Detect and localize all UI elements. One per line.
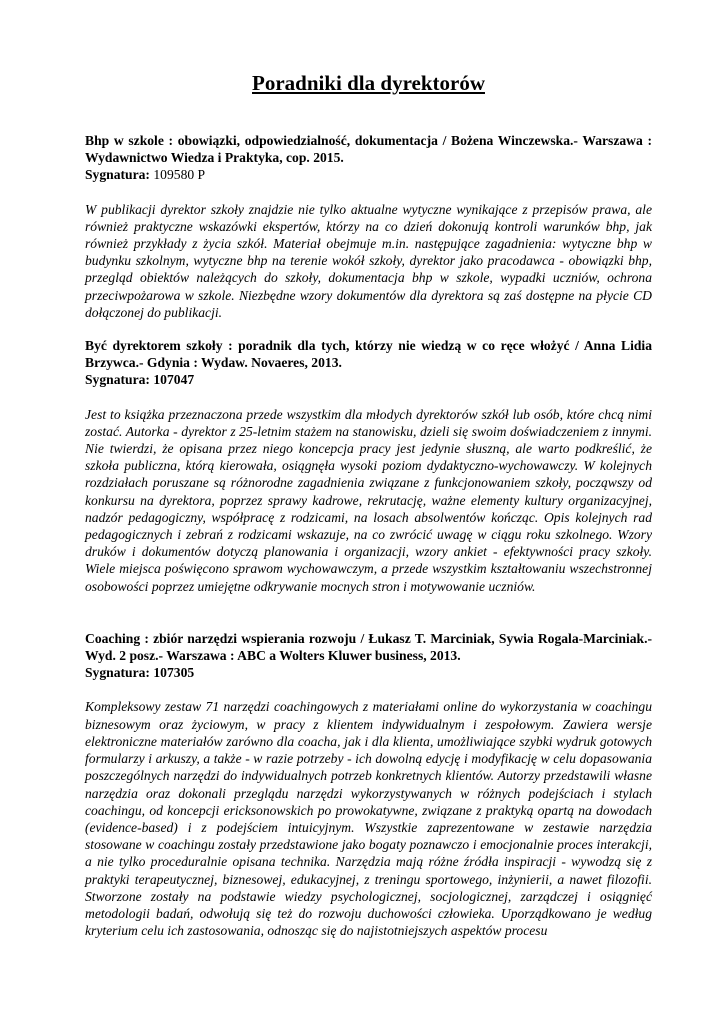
catalog-entry-2 (85, 337, 652, 595)
signature-line (85, 664, 652, 681)
page-title: Poradniki dla dyrektorów (252, 71, 485, 95)
signature-value: 107305 (153, 665, 195, 681)
signature-line (85, 371, 652, 388)
signature-value: 109580 P (153, 167, 206, 183)
signature-label: Sygnatura: (85, 665, 150, 681)
catalog-entry-3 (85, 630, 652, 939)
signature-label: Sygnatura: (85, 372, 150, 388)
catalog-entry-1 (85, 132, 652, 321)
entry-description: Kompleksowy zestaw 71 narzędzi coachingowych z materiałami online do wykorzystania w coachingu biznesowym oraz życiowym, w pracy z klientem indywidualnym i zespołowym. Zawiera wersje elektroniczne materiałów zarówno dla coacha, jak i dla klienta, umożliwiające szybki wydruk gotowych formularzy i arkuszy, a także - w razie potrzeby - ich dowolną edycję i modyfikację w celu dopasowania poszczególnych narzędzi do indywidualnych potrzeb konkretnych klientów. Autorzy przedstawili własne narzędzia oraz dokonali przeglądu narzędzi wykorzystywanych w różnych podejściach i stylach coachingu, od koncepcji ericksonowskich po prowokatywne, związane z praktyką opartą na dowodach (evidence-based) i z podejściem intuicyjnym. Wszystkie zaprezentowane w zestawie narzędzia stosowane w coachingu zostały przedstawione jako bogaty poznawczo i emocjonalnie proces interakcji, a nie tylko proceduralnie opisana technika. Narzędzia mają różne źródła inspiracji - wywodzą się z praktyki terapeutycznej, biznesowej, edukacyjnej, z treningu sportowego, inżynierii, a nawet filozofii. Stworzone zostały na podstawie wiedzy psychologicznej, socjologicznej, zarządczej i osiągnięć metodologii badań, odwołują się też do rozwoju duchowości człowieka. Uporządkowano je według kryterium celu ich zastosowania, odnosząc się do najistotniejszych aspektów procesu (85, 699, 652, 939)
entry-description: Jest to książka przeznaczona przede wszystkim dla młodych dyrektorów szkół lub osób, które chcą nimi zostać. Autorka - dyrektor z 25-letnim stażem na stanowisku, dzieli się swoim doświadczeniem z innymi. Nie twierdzi, że opisana przez niego koncepcja pracy jest jedynie słuszną, ale warto podkreślić, że szkoła publiczna, którą kierowała, osiągnęła wysoki poziom dydaktyczno-wychowawczy. W kolejnych rozdziałach poruszane są różnorodne zagadnienia związane z funkcjonowaniem szkoły, począwszy od konkursu na dyrektora, poprzez sprawy kadrowe, rekrutację, ważne elementy kultury organizacyjnej, nadzór pedagogiczny, współpracę z rodzicami, na losach absolwentów kończąc. Opis kolejnych rad pedagogicznych i zebrań z rodzicami wskazuje, na co zwrócić uwagę w ciągu roku szkolnego. Wzory druków i dokumentów dotyczą planowania i organizacji, wzory ankiet - efektywności pracy szkoły. Wiele miejsca poświęcono sprawom wychowawczym, a przede wszystkim kształtowaniu wszechstronnej osobowości poprzez umiejętne odkrywanie mocnych stron i motywowanie uczniów. (85, 406, 652, 594)
entry-description: W publikacji dyrektor szkoły znajdzie nie tylko aktualne wytyczne wynikające z przepisów prawa, ale również praktyczne wskazówki ekspertów, którzy na co dzień dokonują kontroli warunków bhp, jak również przykłady z życia szkół. Materiał obejmuje m.in. następujące zagadnienia: wytyczne bhp w budynku szkolnym, wytyczne bhp na terenie wokół szkoły, dyrektor jako pracodawca - obowiązki bhp, przegląd obiektów należących do szkoły, dokumentacja bhp w szkole, wypadki uczniów, ochrona przeciwpożarowa w szkole. Niezbędne wzory dokumentów dla dyrektora są zaś dostępne na płycie CD dołączonej do publikacji. (85, 201, 652, 320)
entry-heading: Bhp w szkole : obowiązki, odpowiedzialność, dokumentacja / Bożena Winczewska.- Warszawa : Wydawnictwo Wiedza i Praktyka, cop. 2015. (85, 133, 652, 166)
entry-heading: Coaching : zbiór narzędzi wspierania rozwoju / Łukasz T. Marciniak, Sywia Rogala-Marciniak.- Wyd. 2 posz.- Warszawa : ABC a Wolters Kluwer business, 2013. (85, 630, 652, 664)
signature-line (85, 166, 652, 183)
entry-heading: Być dyrektorem szkoły : poradnik dla tych, którzy nie wiedzą w co ręce włożyć / Anna Lidia Brzywca.- Gdynia : Wydaw. Novaeres, 2013. (85, 338, 652, 371)
signature-label: Sygnatura: (85, 167, 150, 183)
signature-value: 107047 (153, 372, 195, 388)
